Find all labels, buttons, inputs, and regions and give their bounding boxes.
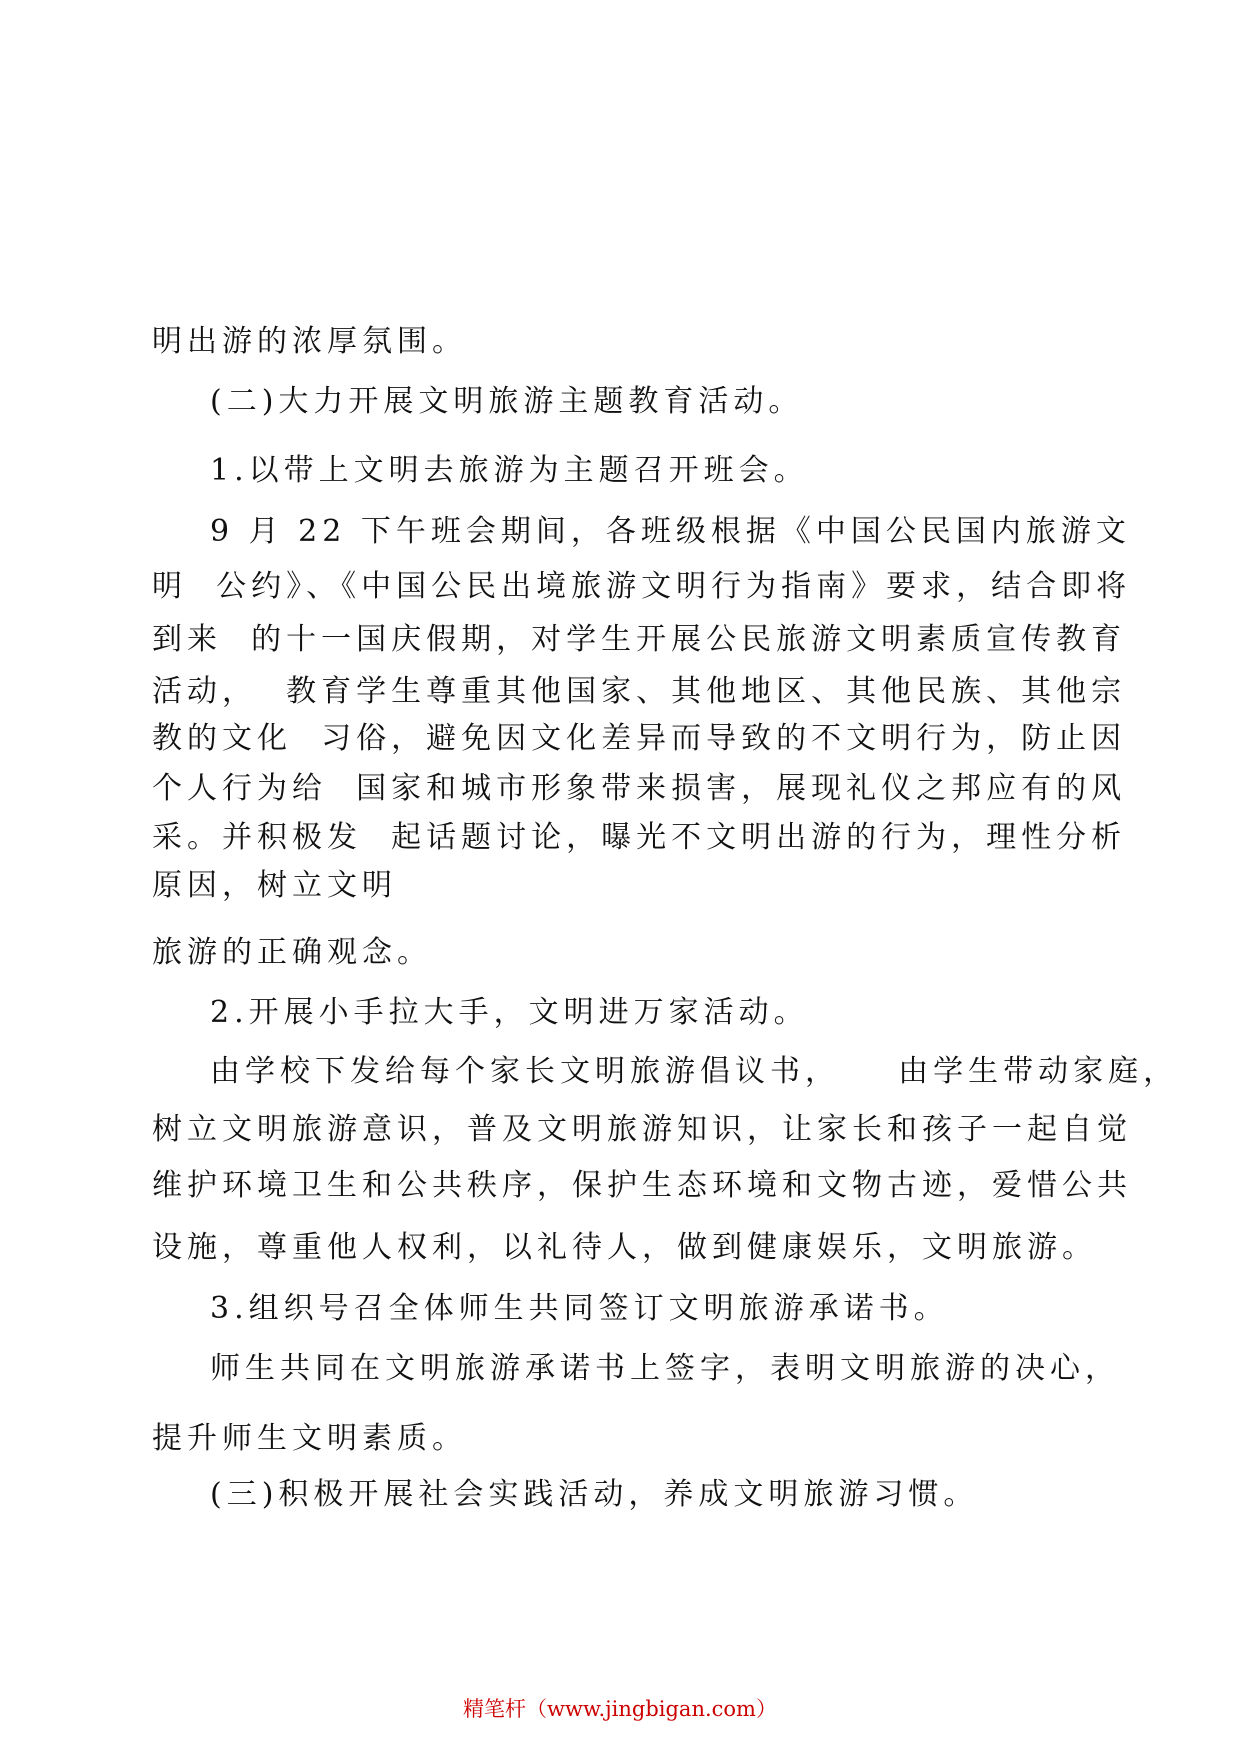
paragraph-line: 提升师生文明素质。: [152, 1421, 467, 1456]
paragraph-line: 明出游的浓厚氛围。: [152, 324, 467, 359]
paragraph-line: 明 公约》、《中国公民出境旅游文明行为指南》要求，结合即将: [152, 569, 1132, 604]
subsection-heading: 3.组织号召全体师生共同签订文明旅游承诺书。: [210, 1291, 949, 1326]
footer-watermark-link[interactable]: 精笔杆（www.jingbigan.com）: [463, 1697, 777, 1721]
paragraph-line: 设施，尊重他人权利，以礼待人，做到健康娱乐，文明旅游。: [152, 1230, 1097, 1265]
paragraph-line: 活动， 教育学生尊重其他国家、其他地区、其他民族、其他宗: [152, 674, 1127, 709]
paragraph-line: 采。并积极发 起话题讨论，曝光不文明出游的行为，理性分析: [152, 820, 1127, 855]
paragraph-line: 原因，树立文明: [152, 868, 397, 903]
paragraph-line: 树立文明旅游意识，普及文明旅游知识，让家长和孩子一起自觉: [152, 1112, 1132, 1147]
section-heading: (二)大力开展文明旅游主题教育活动。: [210, 384, 804, 419]
paragraph-line: 维护环境卫生和公共秩序，保护生态环境和文物古迹，爱惜公共: [152, 1168, 1132, 1203]
paragraph-line: 师生共同在文明旅游承诺书上签字，表明文明旅游的决心，: [210, 1351, 1120, 1386]
subsection-heading: 1.以带上文明去旅游为主题召开班会。: [210, 453, 809, 488]
paragraph-line: 到来 的十一国庆假期，对学生开展公民旅游文明素质宣传教育: [152, 622, 1127, 657]
paragraph-line: 旅游的正确观念。: [152, 935, 432, 970]
paragraph-line: 教的文化 习俗，避免因文化差异而导致的不文明行为，防止因: [152, 721, 1127, 756]
section-heading: (三)积极开展社会实践活动，养成文明旅游习惯。: [210, 1477, 979, 1512]
paragraph-line: 个人行为给 国家和城市形象带来损害，展现礼仪之邦应有的风: [152, 771, 1127, 806]
paragraph-line: 由学校下发给每个家长文明旅游倡议书， 由学生带动家庭，: [210, 1054, 1179, 1089]
paragraph-line: 9 月 22 下午班会期间，各班级根据《中国公民国内旅游文: [210, 514, 1131, 549]
subsection-heading: 2.开展小手拉大手，文明进万家活动。: [210, 995, 809, 1030]
